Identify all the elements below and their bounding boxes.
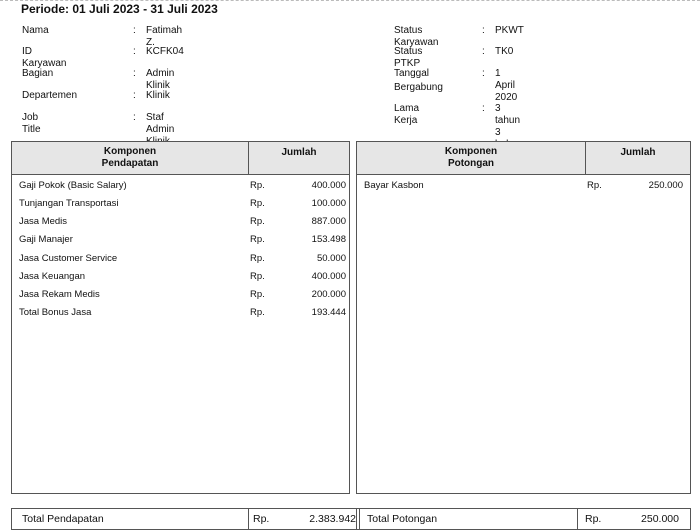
row-amount: 193.444 [311,307,346,318]
row-currency: Rp. [250,198,265,209]
row-currency: Rp. [587,180,602,191]
info-label: Status PTKP [394,46,423,69]
total-potongan-box [356,508,691,530]
pendapatan-header [12,142,349,175]
row-currency: Rp. [250,216,265,227]
row-amount: 400.000 [311,271,346,282]
table-row [12,271,349,289]
header-jumlah: Jumlah [281,147,317,158]
row-amount: 887.000 [311,216,346,227]
info-value: Fatimah Z. [146,25,183,48]
row-name: Gaji Pokok (Basic Salary) [19,180,127,191]
table-row [12,289,349,307]
header-komponen-line1: Komponen [103,146,157,157]
info-colon: : [133,112,136,123]
total-potongan-amount: 250.000 [641,513,679,525]
table-row [12,180,349,198]
info-label: Status Karyawan [394,25,439,48]
total-potongan-currency: Rp. [585,513,602,525]
row-name: Jasa Rekam Medis [19,289,100,300]
row-amount: 200.000 [311,289,346,300]
info-label-continued: Bergabung [394,82,443,93]
info-colon: : [133,25,136,36]
info-label: Job Title [22,112,41,135]
info-colon: : [133,90,136,101]
info-label: Nama [22,25,49,36]
table-row [12,198,349,216]
row-name: Jasa Customer Service [19,253,118,264]
info-label: Bagian [22,68,54,79]
table-row [12,216,349,234]
info-label: Tanggal [394,68,430,79]
pendapatan-table [11,141,350,494]
info-value: KCFK04 [146,46,184,57]
total-pendapatan-label: Total Pendapatan [22,513,104,525]
info-value: 1 April 2020 [495,68,518,103]
info-value: 3 tahun 3 [495,103,521,138]
table-row [357,180,690,198]
row-name: Tunjangan Transportasi [19,198,119,209]
info-label: ID Karyawan [22,46,67,69]
potongan-table [356,141,691,494]
info-colon: : [482,68,485,79]
info-colon: : [133,46,136,57]
periode-title: Periode: 01 Juli 2023 - 31 Juli 2023 [21,2,218,16]
row-amount: 400.000 [311,180,346,191]
row-amount: 250.000 [648,180,683,191]
total-divider [248,509,249,529]
total-potongan-label: Total Potongan [367,513,438,525]
header-komponen [357,142,585,174]
header-komponen [12,142,248,174]
row-name: Jasa Medis [19,216,68,227]
potongan-header [357,142,690,175]
info-colon: : [482,25,485,36]
row-name: Jasa Keuangan [19,271,86,282]
table-row [12,307,349,325]
row-amount: 153.498 [311,234,346,245]
table-row [12,253,349,271]
info-value: PKWT [495,25,524,36]
row-currency: Rp. [250,253,265,264]
row-currency: Rp. [250,307,265,318]
total-pendapatan-amount: 2.383.942 [309,513,356,525]
row-currency: Rp. [250,271,265,282]
table-row [12,234,349,252]
header-komponen-line2: Potongan [447,158,495,169]
total-divider [577,509,578,529]
info-value: Klinik [146,90,170,101]
info-value: TK0 [495,46,514,57]
header-komponen-line1: Komponen [444,146,498,157]
total-pendapatan-currency: Rp. [253,513,270,525]
info-value: Staf Admin [146,112,175,135]
info-label: Departemen [22,90,78,101]
header-komponen-line2: Pendapatan [101,158,159,169]
info-value: Admin Klinik [146,68,175,91]
info-label: Lama Kerja [394,103,420,126]
top-dashed-rule [0,0,700,1]
row-name: Gaji Manajer [19,234,73,245]
row-amount: 50.000 [316,253,346,264]
info-colon: : [133,68,136,79]
info-colon: : [482,103,485,114]
header-jumlah: Jumlah [620,147,656,158]
row-currency: Rp. [250,234,265,245]
row-currency: Rp. [250,180,265,191]
row-amount: 100.000 [311,198,346,209]
row-name: Total Bonus Jasa [19,307,92,318]
row-name: Bayar Kasbon [364,180,424,191]
info-colon: : [482,46,485,57]
total-pendapatan-box [11,508,360,530]
row-currency: Rp. [250,289,265,300]
